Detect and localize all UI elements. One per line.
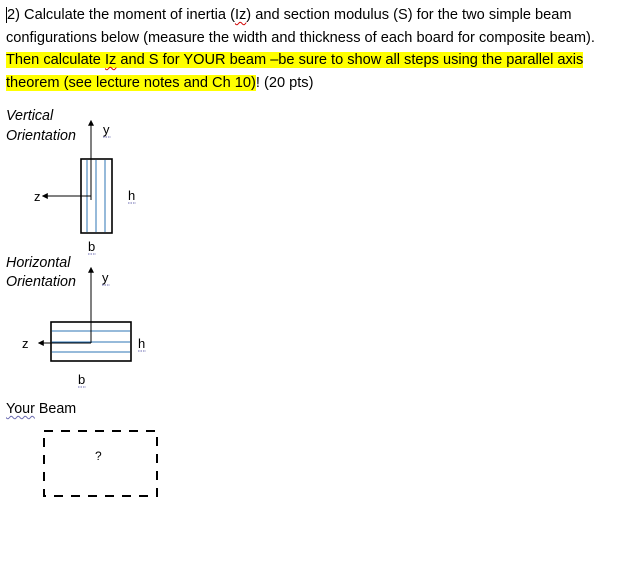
horizontal-h-label: h: [138, 336, 146, 351]
horizontal-label-line1: Horizontal: [6, 255, 71, 271]
vertical-z-label: z: [34, 189, 41, 204]
horizontal-label-line2: Orientation: [6, 274, 76, 290]
question-line-3: Then calculate Iz and S for YOUR beam –be sure to show all steps using the parallel axis: [6, 52, 584, 68]
horizontal-z-label: z: [22, 336, 29, 351]
vertical-y-label: y: [103, 122, 110, 137]
vertical-b-label: b: [88, 239, 96, 254]
iz-symbol-2: Iz: [104, 52, 117, 68]
your-beam-placeholder: ?: [95, 449, 102, 463]
vertical-label-line2: Orientation: [6, 128, 76, 144]
horizontal-b-label: b: [78, 372, 86, 387]
vertical-h-label: h: [128, 188, 136, 203]
question-line-2: configurations below (measure the width and thickness of each board for composite beam).: [6, 29, 595, 46]
your-beam-label: Your Beam: [6, 401, 77, 417]
question-line-4: theorem (see lecture notes and Ch 10)! (20 pts): [6, 74, 314, 91]
vertical-label-line1: Vertical: [6, 108, 54, 124]
your-beam-group: [44, 431, 157, 496]
horizontal-y-label: y: [102, 270, 109, 285]
your-beam-dashed-box: [44, 431, 157, 496]
question-line-1: 2) Calculate the moment of inertia (Iz) and section modulus (S) for the two simple beam: [7, 7, 572, 23]
text-cursor: 2: [7, 7, 16, 23]
iz-symbol: Iz: [234, 7, 247, 23]
vertical-beam-group: [34, 121, 136, 254]
horizontal-beam-group: [22, 268, 146, 387]
